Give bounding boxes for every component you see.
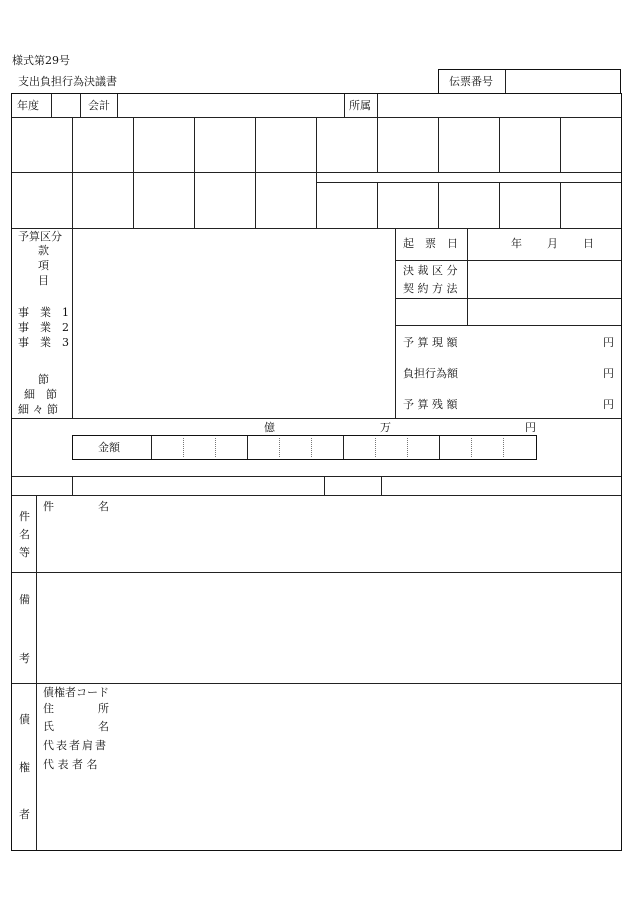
contract-method-label: 契 約 方 法 <box>403 282 458 295</box>
creditor-field[interactable] <box>120 685 620 849</box>
subject-name-label: 件 名 <box>43 500 109 513</box>
moku-label: 目 <box>38 274 49 287</box>
commitment-yen: 円 <box>603 367 614 380</box>
decision-contract-field[interactable] <box>468 261 620 297</box>
remarks-side-top: 備 <box>19 593 30 606</box>
slip-number-field[interactable] <box>507 71 619 92</box>
remarks-side-bottom: 考 <box>19 652 30 665</box>
month-label: 月 <box>547 237 558 250</box>
subject-field[interactable] <box>37 515 620 571</box>
oku-unit-label: 億 <box>264 421 275 434</box>
creditor-address-label: 住 所 <box>43 702 109 715</box>
budget-code-field[interactable] <box>73 229 394 417</box>
department-field[interactable] <box>378 95 620 116</box>
budget-remaining-yen: 円 <box>603 398 614 411</box>
account-field[interactable] <box>118 95 343 116</box>
en-unit-label: 円 <box>525 421 536 434</box>
form-title: 支出負担行為決議書 <box>18 75 117 88</box>
subject-side-1: 件 <box>19 510 30 523</box>
budget-current-yen: 円 <box>603 336 614 349</box>
project-2-label: 事 業 2 <box>18 321 69 334</box>
fiscal-year-field[interactable] <box>52 95 79 116</box>
project-3-label: 事 業 3 <box>18 336 69 349</box>
amount-digits-field[interactable] <box>152 436 536 459</box>
creditor-name-label: 氏 名 <box>43 720 109 733</box>
project-1-label: 事 業 1 <box>18 306 69 319</box>
creditor-side-2: 権 <box>19 761 30 774</box>
subject-side-3: 等 <box>19 546 30 559</box>
budget-category-label: 予算区分 <box>18 230 62 243</box>
decision-category-label: 決 裁 区 分 <box>403 264 458 277</box>
kan-label: 款 <box>38 244 49 257</box>
department-label: 所属 <box>349 99 371 112</box>
slip-number-label: 伝票番号 <box>449 75 493 88</box>
amount-label: 金額 <box>98 441 120 454</box>
creditor-side-3: 者 <box>19 808 30 821</box>
issue-date-label: 起 票 日 <box>403 237 458 250</box>
commitment-amount-label: 負担行為額 <box>403 367 458 380</box>
saisetsu-label: 細 節 <box>24 388 57 401</box>
subject-side-2: 名 <box>19 528 30 541</box>
man-unit-label: 万 <box>380 421 391 434</box>
creditor-side-1: 債 <box>19 713 30 726</box>
representative-title-label: 代表者肩書 <box>43 739 108 752</box>
representative-name-label: 代 表 者 名 <box>43 758 98 771</box>
budget-remaining-label: 予 算 残 額 <box>403 398 458 411</box>
setsu-label: 節 <box>38 373 49 386</box>
fiscal-year-label: 年度 <box>17 99 39 112</box>
form-number: 様式第29号 <box>12 54 70 67</box>
creditor-code-label: 債権者コード <box>43 686 109 699</box>
remarks-field[interactable] <box>37 573 620 682</box>
saisaisetsu-label: 細 々 節 <box>18 403 58 416</box>
kou-label: 項 <box>38 259 49 272</box>
day-label: 日 <box>583 237 594 250</box>
budget-current-label: 予 算 現 額 <box>403 336 458 349</box>
year-label: 年 <box>511 237 522 250</box>
account-label: 会計 <box>88 99 110 112</box>
